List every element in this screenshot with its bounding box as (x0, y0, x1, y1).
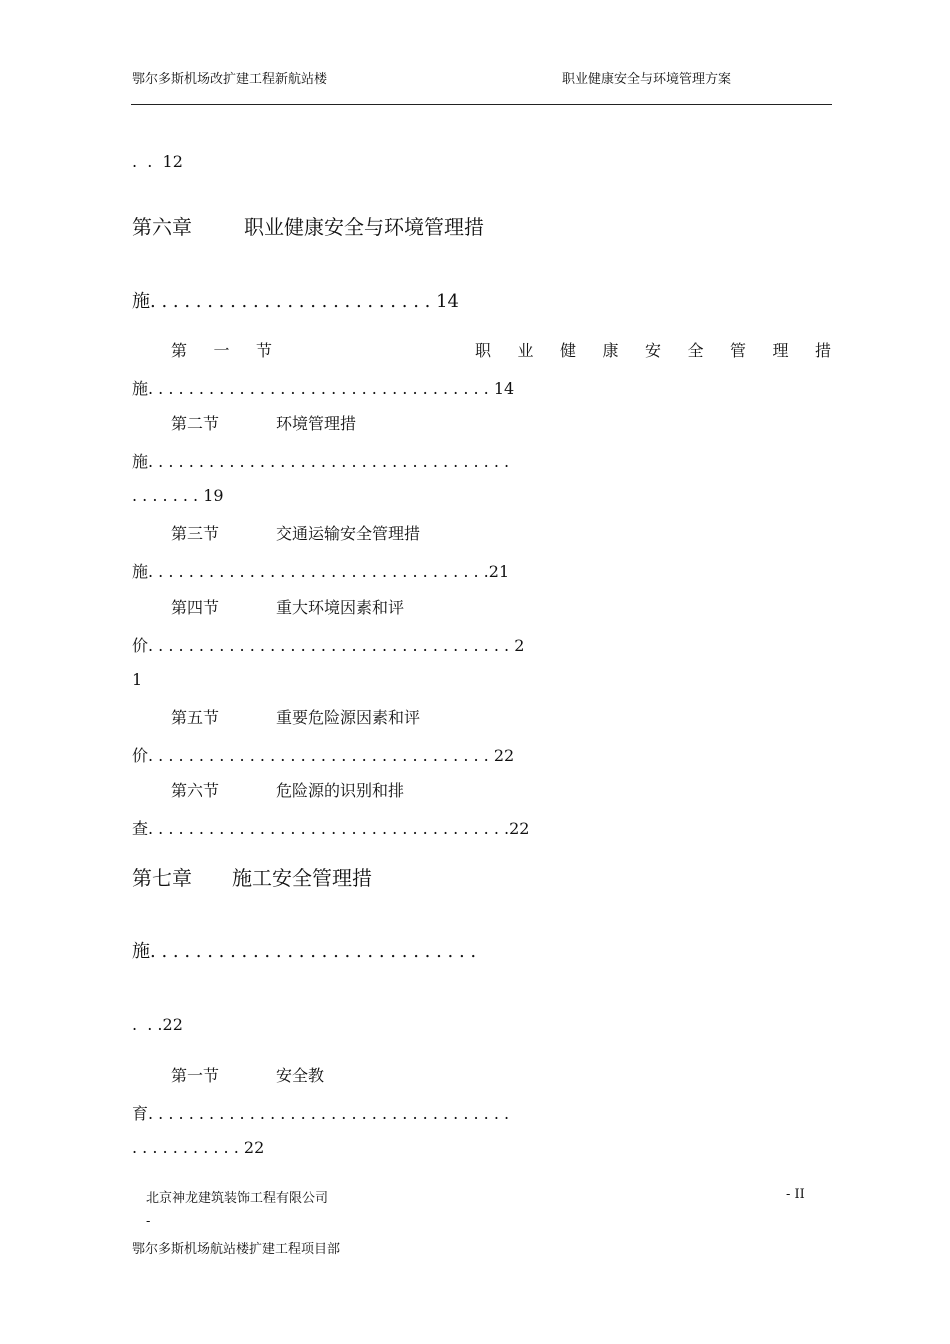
toc-section-6-1-title-char: 管 (729, 341, 746, 360)
footer-company: 北京神龙建筑装饰工程有限公司 (146, 1191, 329, 1206)
toc-section-6-1-leader: 施. . . . . . . . . . . . . . . . . . . . . . . . . . . . . . . . . . 14 (132, 379, 515, 398)
toc-section-6-6-label: 第六节 (171, 781, 220, 800)
toc-section-6-2-leader-cont: . . . . . . . 19 (132, 486, 224, 505)
header-right-title: 职业健康安全与环境管理方案 (562, 72, 732, 87)
toc-chapter-7-leader-cont: . . .22 (132, 1015, 183, 1034)
toc-section-6-1-title-char: 理 (772, 341, 789, 360)
header-left-title: 鄂尔多斯机场改扩建工程新航站楼 (132, 72, 328, 87)
toc-chapter-7-leader: 施. . . . . . . . . . . . . . . . . . . . . . . . . . . . . (132, 941, 477, 962)
toc-section-6-1-title-char: 康 (602, 341, 619, 360)
toc-section-6-4-title: 重大环境因素和评 (276, 598, 405, 617)
toc-section-6-2-leader: 施. . . . . . . . . . . . . . . . . . . . . . . . . . . . . . . . . . . . (132, 452, 510, 471)
toc-section-7-1-label: 第一节 (171, 1066, 220, 1085)
toc-section-6-2-title: 环境管理措 (276, 414, 357, 433)
toc-section-7-1-title: 安全教 (276, 1066, 325, 1085)
toc-section-6-1-title-char: 职 (474, 341, 491, 360)
toc-section-6-1-title-char: 安 (644, 341, 661, 360)
toc-section-6-1-label-char: 第 (171, 341, 188, 360)
header-rule (131, 104, 832, 105)
toc-section-7-1-leader: 育. . . . . . . . . . . . . . . . . . . . . . . . . . . . . . . . . . . . (132, 1104, 510, 1123)
toc-section-6-3-title: 交通运输安全管理措 (276, 524, 421, 543)
toc-section-6-6-leader: 查. . . . . . . . . . . . . . . . . . . . . . . . . . . . . . . . . . . .22 (132, 819, 530, 838)
toc-section-6-1 (171, 338, 831, 361)
toc-chapter-6-label: 第六章 (132, 215, 192, 239)
toc-line-continued: . . 12 (132, 152, 183, 171)
toc-section-6-1-title-char: 全 (687, 341, 704, 360)
toc-chapter-6-leader: 施. . . . . . . . . . . . . . . . . . . . . . . . . 14 (132, 291, 459, 312)
toc-section-6-1-title-char: 措 (814, 341, 831, 360)
toc-section-6-3-leader: 施. . . . . . . . . . . . . . . . . . . . . . . . . . . . . . . . . .21 (132, 562, 510, 581)
footer-dash: - (146, 1214, 151, 1229)
toc-section-6-6-title: 危险源的识别和排 (276, 781, 405, 800)
footer-department: 鄂尔多斯机场航站楼扩建工程项目部 (132, 1242, 341, 1257)
toc-section-6-3-label: 第三节 (171, 524, 220, 543)
toc-section-6-5-label: 第五节 (171, 708, 220, 727)
toc-section-6-4-leader: 价. . . . . . . . . . . . . . . . . . . . . . . . . . . . . . . . . . . . 2 (132, 636, 525, 655)
toc-section-6-4-label: 第四节 (171, 598, 220, 617)
footer-page-number: - II (786, 1187, 805, 1202)
toc-section-6-4-leader-cont: 1 (132, 670, 143, 689)
toc-section-6-5-leader: 价. . . . . . . . . . . . . . . . . . . . . . . . . . . . . . . . . . 22 (132, 746, 515, 765)
toc-section-6-1-label-char: 节 (256, 341, 273, 360)
toc-gap (299, 338, 449, 361)
toc-section-6-2-label: 第二节 (171, 414, 220, 433)
toc-section-6-1-label-char: 一 (213, 341, 230, 360)
toc-section-6-1-title-char: 业 (517, 341, 534, 360)
toc-chapter-7-title: 施工安全管理措 (232, 866, 372, 890)
toc-chapter-7-label: 第七章 (132, 866, 192, 890)
toc-chapter-6-title: 职业健康安全与环境管理措 (244, 215, 484, 239)
toc-section-7-1-leader-cont: . . . . . . . . . . . 22 (132, 1138, 265, 1157)
toc-section-6-5-title: 重要危险源因素和评 (276, 708, 421, 727)
toc-section-6-1-title-char: 健 (559, 341, 576, 360)
